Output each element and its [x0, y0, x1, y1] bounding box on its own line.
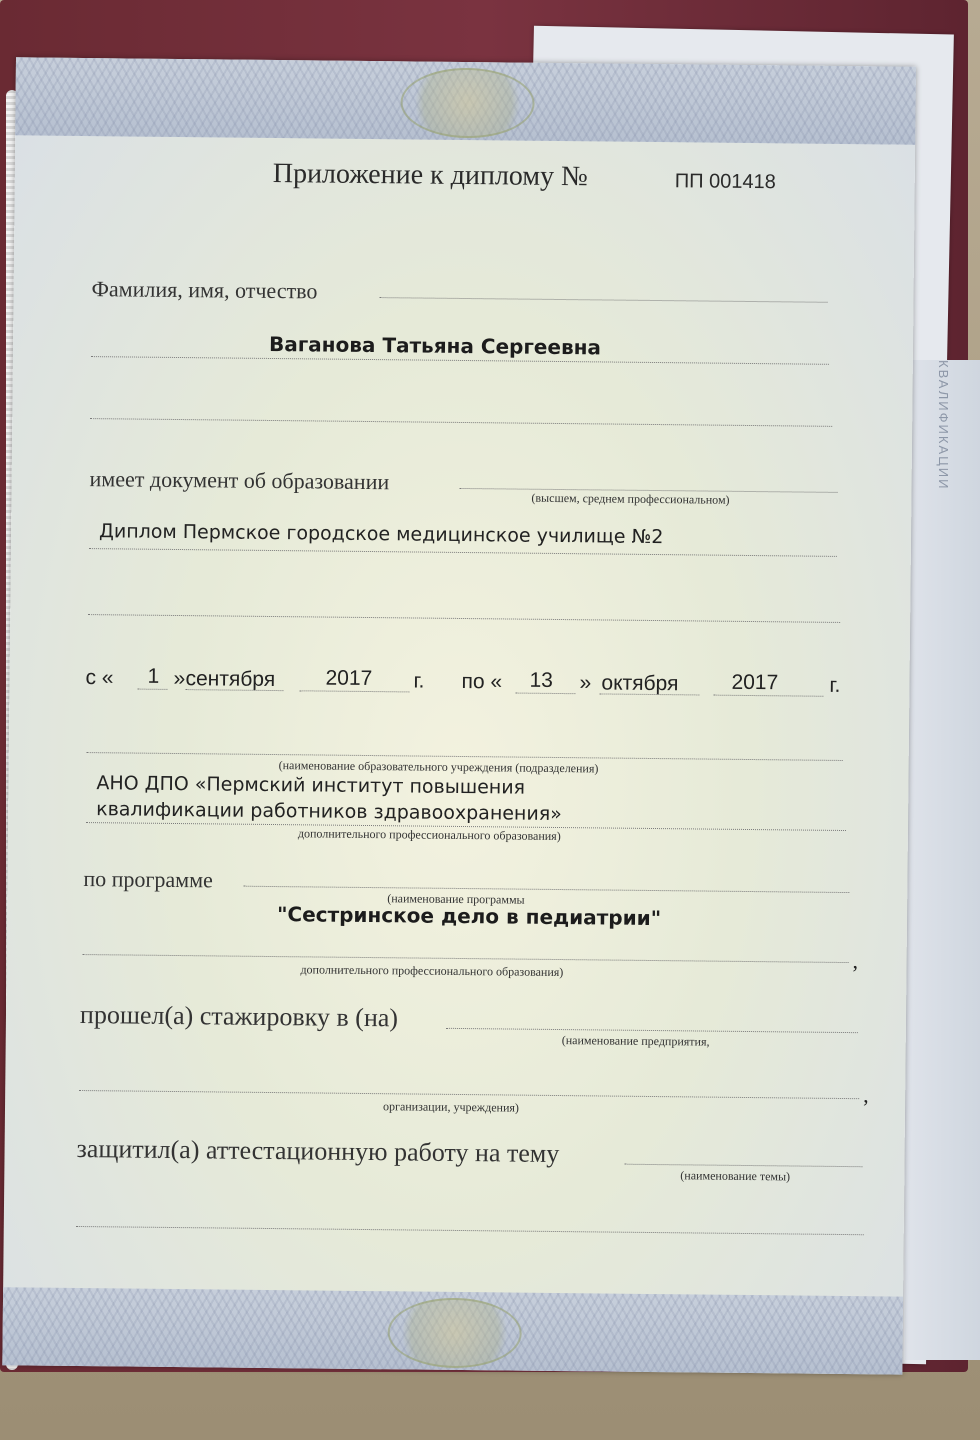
period-to-prefix: по «: [461, 669, 503, 694]
institution-value-line-2: квалификации работников здравоохранения»: [96, 798, 562, 826]
period-to-year: 2017: [731, 670, 779, 695]
program-line-1: [243, 886, 849, 893]
institution-value-line-1: АНО ДПО «Пермский институт повышения: [96, 772, 526, 799]
diploma-number: ПП 001418: [674, 170, 776, 194]
program-hint-top: (наименование программы: [387, 891, 525, 907]
form-content: [2, 57, 916, 1374]
internship-hint-bottom: организации, учреждения): [382, 1099, 520, 1115]
to-year-line: [713, 695, 823, 697]
thesis-label: защитил(а) аттестационную работу на тему: [76, 1133, 560, 1169]
program-value: "Сестринское дело в педиатрии": [276, 902, 662, 931]
period-from-month: сентября: [185, 667, 276, 692]
period-to-quote: »: [579, 671, 592, 695]
period-from-year: 2017: [325, 666, 373, 691]
internship-label: прошел(а) стажировку в (на): [79, 1000, 399, 1033]
period-to-month: октября: [601, 671, 679, 696]
education-hint: (высшем, среднем профессиональном): [531, 490, 730, 507]
thesis-line-2: [76, 1226, 864, 1235]
full-name-value: Ваганова Татьяна Сергеевна: [268, 331, 602, 360]
education-label: имеет документ об образовании: [89, 466, 390, 495]
program-line-2: [83, 954, 849, 963]
thesis-line-1: [624, 1164, 862, 1167]
program-hint-bottom: дополнительного профессионального образования): [300, 962, 564, 980]
name-label: Фамилия, имя, отчество: [91, 276, 318, 304]
program-label: по программе: [83, 866, 214, 893]
institution-hint-bottom: дополнительного профессионального образования): [297, 826, 561, 844]
name-line-3: [90, 418, 832, 427]
thesis-hint: (наименование темы): [680, 1168, 791, 1184]
institution-hint-top: (наименование образовательного учреждения (подразделения): [278, 758, 599, 776]
to-day-line: [515, 693, 575, 695]
period-to-day: 13: [529, 668, 554, 692]
page-edge-watermark: [905, 360, 980, 1360]
period-from-day: 1: [147, 664, 160, 688]
name-line-1: [380, 297, 828, 303]
period-year-suffix-2: г.: [829, 673, 841, 697]
education-line-3: [88, 614, 840, 623]
from-year-line: [299, 690, 409, 692]
period-from-quote: »: [173, 666, 186, 691]
period-from-prefix: с «: [85, 666, 114, 690]
internship-line-2: [79, 1090, 859, 1099]
internship-line-1: [446, 1028, 858, 1033]
program-comma: ,: [852, 948, 859, 974]
internship-hint-top: (наименование предприятия,: [561, 1033, 710, 1049]
period-year-suffix-1: г.: [413, 669, 425, 693]
page-title: Приложение к диплому №: [272, 157, 588, 193]
education-line-2: [89, 548, 837, 557]
internship-comma: ,: [863, 1082, 869, 1108]
from-day-line: [137, 689, 167, 690]
edge-watermark-text: КВАЛИФИКАЦИИ: [936, 360, 951, 491]
education-value: Диплом Пермское городское медицинское училище №2: [98, 520, 664, 549]
diploma-appendix-page: [2, 57, 916, 1374]
